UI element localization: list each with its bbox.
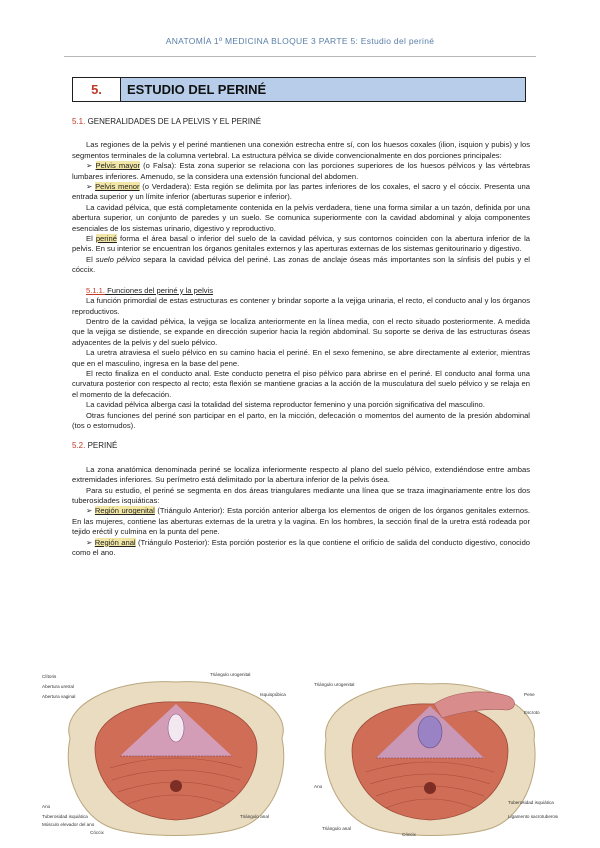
bullet-text: (o Verdadera): Esta región se delimita por las partes inferiores de los coxales, el sacro y el cóccix. Presenta una entrada superior y un límite inferior (aberturas superior e inferior). [72,182,531,202]
fig-label: Tuberosidad isquiática [508,800,554,805]
fig-label: Triángulo anal [322,826,351,831]
paragraph: La cavidad pélvica alberga casi la totalidad del sistema reproductor femenino y una porción significativa del masculino. [86,400,485,410]
male-perineum-illustration [312,668,558,840]
bullet-pelvis-menor [72,182,530,203]
subsection-5-2-heading [72,441,530,451]
fig-label: Abertura vaginal [42,694,76,699]
arrow-bullet-icon: ➢ [86,506,95,516]
female-perineum-illustration [40,668,312,840]
subsection-5-1-heading [72,117,530,127]
paragraph: Dentro de la cavidad pélvica, la vejiga se localiza anteriormente en la línea media, con el recto situado posteriormente. A medida que la vejiga se distiende, se expande en dirección superior hacia la región abdominal. Su soporte se deriva de las estructuras óseas adyacentes de la pelvis y del suelo pélvico. [72,316,530,347]
fig-label: Tuberosidad isquiática [42,814,88,819]
bullet-text: (Triángulo Anterior): Esta porción anterior alberga los elementos de origen de los órganos genitales externos. En las mujeres, contiene las aberturas externas de la uretra y la vagina. En los hombres, la sección final de la uretra está rodeada por tejido eréctil y culmina en la punta del pene. [72,506,530,537]
subsection-number: 5.1. [72,117,86,126]
header-divider [64,56,536,57]
subsection-title: PERINÉ [85,441,118,451]
fig-label: Abertura uretral [42,684,74,689]
page-header: ANATOMÍA 1º MEDICINA BLOQUE 3 PARTE 5: Estudio del periné [165,36,435,46]
emphasis: suelo pélvico [95,254,141,264]
fig-label: Ligamento sacrotuberoso [508,814,558,819]
paragraph: El recto finaliza en el conducto anal. Este conducto penetra el piso pélvico para abrirse en el periné. El conducto anal forma una curvatura posterior con respecto al recto; esta flexión se mantiene gracias a la acción de la musculatura del suelo pélvico y se relaja en el momento de la defecación. [72,368,530,399]
paragraph: Para su estudio, el periné se segmenta en dos áreas triangulares mediante una línea que se traza imaginariamente entre los dos tuberosidades isquiáticas: [72,485,530,505]
fig-label: Triángulo urogenital [210,672,251,677]
text: separa la cavidad pélvica del periné. Las zonas de anclaje óseas más importantes son la sínfisis del pubis y el cóccix. [72,254,530,275]
paragraph: La función primordial de estas estructuras es contener y brindar soporte a la vejiga urinaria, el recto, el conducto anal y los órganos reproductivos. [72,296,530,316]
fig-label: Clítoris [42,674,57,679]
bullet-pelvis-mayor [72,161,530,182]
term-highlight: Pelvis menor [95,182,140,192]
arrow-bullet-icon: ➢ [86,537,95,547]
arrow-bullet-icon: ➢ [86,182,96,192]
term-highlight: periné [95,234,117,244]
fig-label: Triángulo urogenital [314,682,355,687]
subsection-title: GENERALIDADES DE LA PELVIS Y EL PERINÉ [85,117,262,126]
male-perineum-figure [312,668,558,840]
text: El [86,234,96,244]
section-number: 5. [73,78,121,101]
paragraph: La uretra atraviesa el suelo pélvico en su camino hacia el periné. En el sexo femenino, se abre directamente al exterior, mientras que en el masculino, ingresa en la base del pene. [72,348,530,368]
paragraph: La cavidad pélvica, que está completamente contenida en la pelvis verdadera, tiene una forma similar a un tazón, definida por una abertura superior, un conjunto de paredes y un suelo. Se comunica superiormente con la cavidad abdominal y aloja componentes esenciales de los sistemas urinario, digestivo y reproductivo. [72,202,530,233]
bullet-text: (o Falsa): Esta zona superior se relaciona con las porciones superiores de los huesos pélvicos y las vértebras lumbares inferiores. Amenudo, se la considera una extensión funcional del abdomen. [72,161,530,181]
paragraph: La zona anatómica denominada periné se localiza inferiormente respecto al plano del suelo pélvico, extendiéndose entre ambas extremidades inferiores. Su perímetro está delimitado por la abertura inferior de la pelvis ósea. [72,464,530,485]
subsection-number: 5.1.1. [86,285,105,295]
fig-label: Ano [42,804,51,809]
paragraph [72,255,530,276]
fig-label: Escroto [524,710,540,715]
fig-label: Cóccix [90,830,104,835]
subsection-5-1-1-heading [72,286,530,296]
fig-label: Triángulo anal [240,814,269,819]
bullet-text: (Triángulo Posterior): Esta porción posterior es la que contiene el orificio de salida del conducto digestivo, conocido como el ano. [72,537,531,558]
fig-label: Ano [314,784,323,789]
term-highlight: Pelvis mayor [95,161,141,171]
paragraph [72,234,530,255]
bullet-region-anal [72,538,530,559]
section-title: ESTUDIO DEL PERINÉ [121,78,525,101]
paragraph: Las regiones de la pelvis y el periné mantienen una conexión estrecha entre sí, con los huesos coxales (ilion, isquion y pubis) y los segmentos terminales de la columna vertebral. La estructura pélvica se divide convencionalmente en dos porciones principales: [72,140,530,160]
fig-label: Músculo elevador del ano [42,822,95,827]
section-heading [72,77,526,102]
text: El [86,254,96,264]
document-body [72,117,530,558]
fig-label: Cóccix [402,832,416,837]
term-highlight: Región urogenital [94,506,155,516]
paragraph: Otras funciones del periné son participar en el parto, en la micción, defecación o momentos del aumento de la presión abdominal (tos o estornudos). [72,410,530,430]
fig-label: Pene [524,692,535,697]
subsection-title: Funciones del periné y la pelvis [105,285,214,295]
fig-label: Isquiopúbica [260,692,286,697]
female-perineum-figure [40,668,312,840]
term-highlight: Región anal [94,537,136,547]
text: forma el área basal o inferior del suelo de la cavidad pélvica, y sus contornos coinciden con la abertura inferior de la pelvis. En su interior se encuentran los órganos genitales externos y las aperturas externas de los sistemas genitourinario y digestivo. [72,234,530,254]
subsection-number: 5.2. [72,441,86,451]
arrow-bullet-icon: ➢ [86,161,96,171]
bullet-region-urogenital [72,506,530,537]
